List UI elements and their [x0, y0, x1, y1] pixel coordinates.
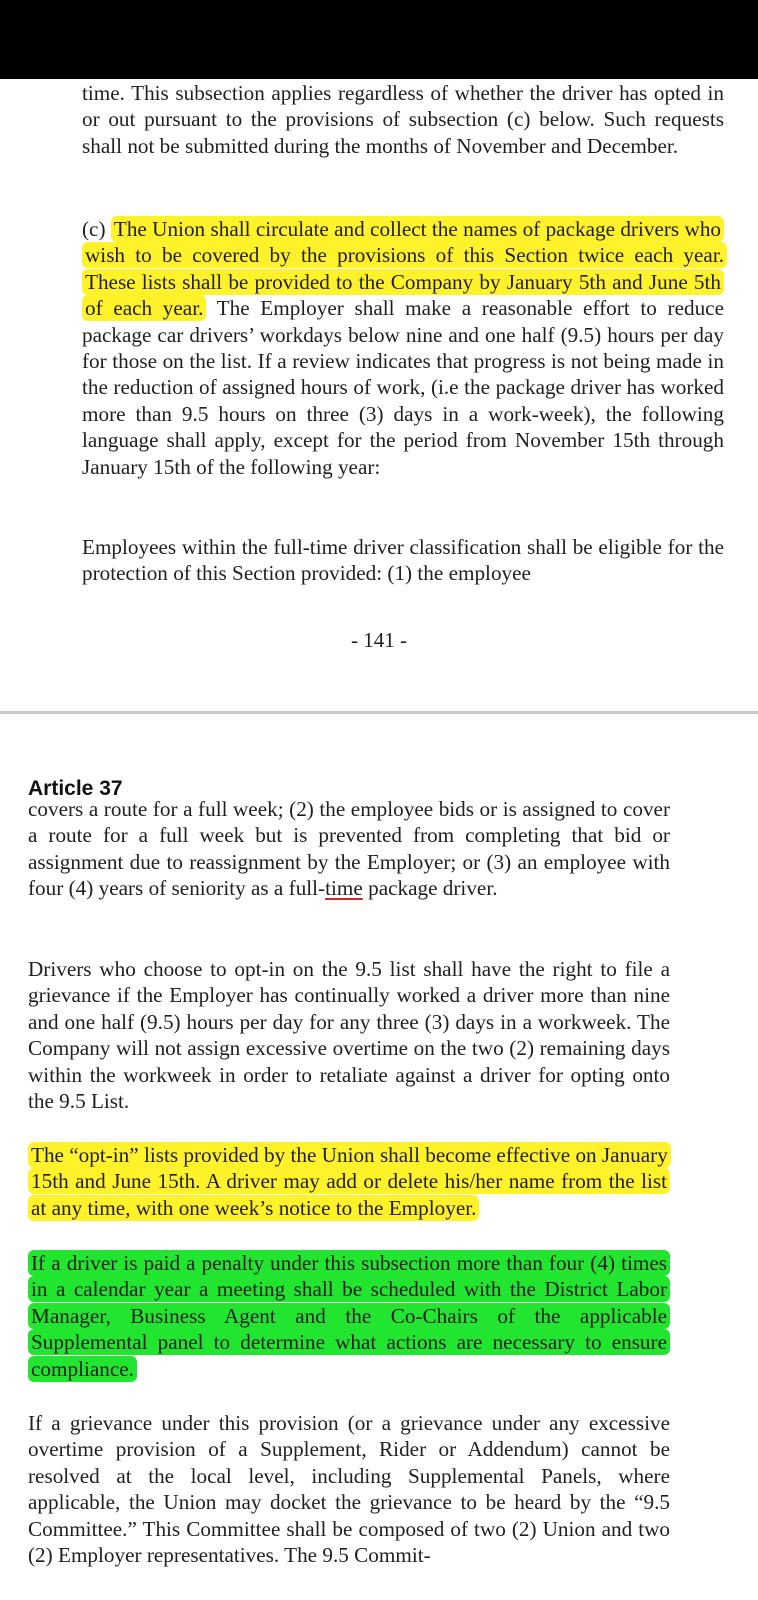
- paragraph-subsection-end: time. This subsection applies regardless of whether the driver has opted in or out pursuant to the provisions of subsection (c) below. Such requests shall not be submitted during the months of November and December.: [82, 81, 724, 158]
- subsection-label: (c): [82, 217, 106, 241]
- paragraph-subsection-c: [82, 216, 724, 480]
- subsection-c-text: The Employer shall make a reasonable effort to reduce package car drivers’ workdays below nine and one half (9.5) hours per day for those on the list. If a review indicates that progress is not being made in the reduction of assigned hours of work, (i.e the package driver has worked more than 9.5 hours on three (3) days in a work-week), the following language shall apply, except for the period from November 15th through January 15th of the following year:: [82, 296, 724, 479]
- spellcheck-underlined-word: time: [325, 876, 363, 901]
- paragraph-9-5-committee: If a grievance under this provision (or a grievance under any excessive overtime provision of a Supplement, Rider or Addendum) cannot be resolved at the local level, including Supplemental Panels, where applicable, the Union may docket the grievance to be heard by the “9.5 Committee.” This Committee shall be composed of two (2) Union and two (2) Employer representatives. The 9.5 Commit-: [28, 1411, 670, 1568]
- paragraph-route-coverage: covers a route for a full week; (2) the employee bids or is assigned to cover a route for a full week but is prevented from completing that bid or assignment due to reassignment by the Employer; or (3) an employee with four (4) years of seniority as a full-time package driver.: [28, 797, 670, 901]
- page-number: - 141 -: [351, 628, 407, 652]
- yellow-highlight-opt-in-lists: The “opt-in” lists provided by the Union shall become effective on January 15th and June 15th. A driver may add or delete his/her name from the list at any time, with one week’s notice to the Employer.: [28, 1142, 671, 1221]
- paragraph-opt-in-grievance: Drivers who choose to opt-in on the 9.5 list shall have the right to file a grievance if the Employer has continually worked a driver more than nine and one half (9.5) hours per day for any three (3) days in a workweek. The Company will not assign excessive overtime on the two (2) remaining days within the workweek in order to retaliate against a driver for opting onto the 9.5 List.: [28, 957, 670, 1114]
- paragraph-penalty-meeting: [28, 1250, 670, 1382]
- page-divider: [0, 711, 758, 714]
- paragraph-eligibility: Employees within the full-time driver classification shall be eligible for the protection of this Section provided: (1) the employee: [82, 535, 724, 586]
- yellow-highlight-list-dates: These lists shall be provided to the Company by January 5th and June 5th of each year.: [82, 269, 724, 321]
- paragraph-opt-in-lists: [28, 1142, 670, 1221]
- top-black-bar: [0, 0, 758, 79]
- article-heading: Article 37: [28, 777, 123, 800]
- yellow-highlight-circulate-lists: The Union shall circulate and collect the names of package drivers who wish to be covered by the provisions of this Section twice each year.: [82, 216, 727, 268]
- green-highlight-penalty-meeting: If a driver is paid a penalty under this subsection more than four (4) times in a calendar year a meeting shall be scheduled with the District Labor Manager, Business Agent and the Co-Chairs of the applicable Supplemental panel to determine what actions are necessary to ensure compliance.: [28, 1250, 670, 1382]
